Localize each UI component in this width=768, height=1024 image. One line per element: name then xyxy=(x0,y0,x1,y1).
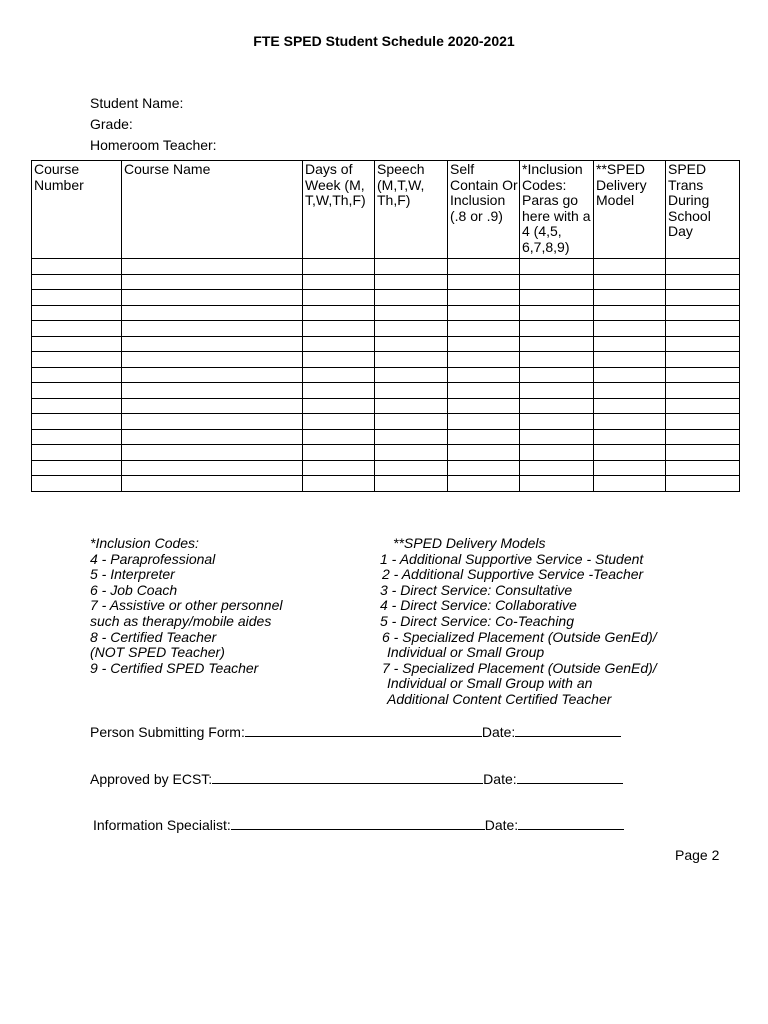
table-cell[interactable] xyxy=(375,336,448,352)
table-cell[interactable] xyxy=(666,290,740,306)
approved-by-row xyxy=(90,770,623,787)
column-header: Self Contain Or Inclusion (.8 or .9) xyxy=(448,161,520,259)
information-specialist-label: Information Specialist: xyxy=(93,817,231,833)
table-cell[interactable] xyxy=(666,336,740,352)
table-cell[interactable] xyxy=(375,445,448,461)
table-cell[interactable] xyxy=(122,429,303,445)
schedule-table xyxy=(31,160,740,492)
table-cell[interactable] xyxy=(666,445,740,461)
table-cell[interactable] xyxy=(448,290,520,306)
table-row xyxy=(32,259,740,275)
table-row xyxy=(32,321,740,337)
table-cell[interactable] xyxy=(32,336,122,352)
legend-line: 7 - Assistive or other personnel xyxy=(90,597,283,614)
table-cell[interactable] xyxy=(122,352,303,368)
table-row xyxy=(32,383,740,399)
table-cell[interactable] xyxy=(303,414,375,430)
table-cell[interactable] xyxy=(666,352,740,368)
date-line[interactable] xyxy=(518,816,624,830)
table-cell[interactable] xyxy=(520,414,594,430)
table-cell[interactable] xyxy=(520,290,594,306)
legend-line: **SPED Delivery Models xyxy=(393,535,546,551)
table-cell[interactable] xyxy=(594,305,666,321)
information-specialist-line[interactable] xyxy=(231,816,485,830)
table-cell[interactable] xyxy=(448,259,520,275)
table-cell[interactable] xyxy=(375,290,448,306)
table-header-row xyxy=(32,161,740,259)
table-cell[interactable] xyxy=(594,429,666,445)
table-cell[interactable] xyxy=(303,259,375,275)
legend-line: 5 - Direct Service: Co-Teaching xyxy=(380,612,575,629)
person-submitting-line[interactable] xyxy=(245,723,482,737)
table-cell[interactable] xyxy=(666,259,740,275)
homeroom-teacher-label: Homeroom Teacher: xyxy=(90,137,217,153)
table-cell[interactable] xyxy=(122,336,303,352)
table-cell[interactable] xyxy=(594,445,666,461)
table-cell[interactable] xyxy=(594,290,666,306)
table-cell[interactable] xyxy=(594,414,666,430)
legend-line: Individual or Small Group with an xyxy=(387,675,593,692)
legend-line: Individual or Small Group xyxy=(387,644,545,661)
table-cell[interactable] xyxy=(666,414,740,430)
table-cell[interactable] xyxy=(122,290,303,306)
table-cell[interactable] xyxy=(448,305,520,321)
table-cell[interactable] xyxy=(32,429,122,445)
table-row xyxy=(32,414,740,430)
table-row xyxy=(32,367,740,383)
table-cell[interactable] xyxy=(32,290,122,306)
table-cell[interactable] xyxy=(520,274,594,290)
table-cell[interactable] xyxy=(666,476,740,492)
table-cell[interactable] xyxy=(303,305,375,321)
table-cell[interactable] xyxy=(122,460,303,476)
table-cell[interactable] xyxy=(32,476,122,492)
table-cell[interactable] xyxy=(32,445,122,461)
table-row xyxy=(32,274,740,290)
person-submitting-row xyxy=(90,723,621,740)
table-cell[interactable] xyxy=(375,414,448,430)
table-cell[interactable] xyxy=(594,352,666,368)
table-cell[interactable] xyxy=(32,398,122,414)
table-cell[interactable] xyxy=(448,352,520,368)
table-cell[interactable] xyxy=(375,274,448,290)
date-line[interactable] xyxy=(517,770,623,784)
table-cell[interactable] xyxy=(520,259,594,275)
date-label: Date: xyxy=(484,817,519,833)
table-cell[interactable] xyxy=(594,367,666,383)
legend-line: 5 - Interpreter xyxy=(90,566,175,583)
table-cell[interactable] xyxy=(448,274,520,290)
legend-line: (NOT SPED Teacher) xyxy=(90,644,225,661)
table-cell[interactable] xyxy=(448,429,520,445)
date-line[interactable] xyxy=(515,723,621,737)
page-number: Page 2 xyxy=(675,847,720,863)
table-cell[interactable] xyxy=(448,367,520,383)
table-cell[interactable] xyxy=(375,476,448,492)
legend-line: 2 - Additional Supportive Service -Teacher xyxy=(382,566,644,583)
table-cell[interactable] xyxy=(32,305,122,321)
table-cell[interactable] xyxy=(32,414,122,430)
table-cell[interactable] xyxy=(520,305,594,321)
table-cell[interactable] xyxy=(448,383,520,399)
table-cell[interactable] xyxy=(594,321,666,337)
table-cell[interactable] xyxy=(666,321,740,337)
table-cell[interactable] xyxy=(303,321,375,337)
table-cell[interactable] xyxy=(303,383,375,399)
table-cell[interactable] xyxy=(122,259,303,275)
table-cell[interactable] xyxy=(448,398,520,414)
table-cell[interactable] xyxy=(375,367,448,383)
table-row xyxy=(32,336,740,352)
table-cell[interactable] xyxy=(448,321,520,337)
table-cell[interactable] xyxy=(122,274,303,290)
table-cell[interactable] xyxy=(303,429,375,445)
table-cell[interactable] xyxy=(303,290,375,306)
table-row xyxy=(32,352,740,368)
table-cell[interactable] xyxy=(122,367,303,383)
table-cell[interactable] xyxy=(520,429,594,445)
column-header: **SPED Delivery Model xyxy=(594,161,666,259)
table-cell[interactable] xyxy=(666,367,740,383)
table-cell[interactable] xyxy=(122,476,303,492)
legend-line: Additional Content Certified Teacher xyxy=(387,690,612,707)
table-cell[interactable] xyxy=(520,336,594,352)
table-cell[interactable] xyxy=(375,429,448,445)
table-cell[interactable] xyxy=(375,321,448,337)
table-cell[interactable] xyxy=(122,305,303,321)
approved-by-line[interactable] xyxy=(212,770,483,784)
table-cell[interactable] xyxy=(303,336,375,352)
table-cell[interactable] xyxy=(448,336,520,352)
table-cell[interactable] xyxy=(32,259,122,275)
legend-line: 1 - Additional Supportive Service - Student xyxy=(380,550,644,567)
grade-label: Grade: xyxy=(90,116,133,132)
table-cell[interactable] xyxy=(666,429,740,445)
table-cell[interactable] xyxy=(666,274,740,290)
table-cell[interactable] xyxy=(594,476,666,492)
table-cell[interactable] xyxy=(594,274,666,290)
date-label: Date: xyxy=(481,724,516,740)
table-cell[interactable] xyxy=(594,383,666,399)
table-cell[interactable] xyxy=(122,383,303,399)
table-cell[interactable] xyxy=(32,367,122,383)
legend-line: 6 - Specialized Placement (Outside GenEd)/ xyxy=(382,628,657,645)
table-cell[interactable] xyxy=(32,352,122,368)
table-cell[interactable] xyxy=(594,336,666,352)
person-submitting-label: Person Submitting Form: xyxy=(90,724,245,740)
date-label: Date: xyxy=(483,771,517,787)
column-header: Course Name xyxy=(122,161,303,259)
table-cell[interactable] xyxy=(32,383,122,399)
table-cell[interactable] xyxy=(122,445,303,461)
table-cell[interactable] xyxy=(122,398,303,414)
legend-line: such as therapy/mobile aides xyxy=(90,612,272,629)
column-header: Days of Week (M, T,W,Th,F) xyxy=(303,161,375,259)
form-title: FTE SPED Student Schedule 2020-2021 xyxy=(253,33,515,49)
table-cell[interactable] xyxy=(520,367,594,383)
table-cell[interactable] xyxy=(375,305,448,321)
table-cell[interactable] xyxy=(375,352,448,368)
table-cell[interactable] xyxy=(375,398,448,414)
information-specialist-row xyxy=(93,816,624,833)
legend-line: 6 - Job Coach xyxy=(90,581,178,598)
table-cell[interactable] xyxy=(375,460,448,476)
table-cell[interactable] xyxy=(520,321,594,337)
legend-line: 4 - Direct Service: Collaborative xyxy=(380,597,577,614)
table-cell[interactable] xyxy=(375,259,448,275)
table-cell[interactable] xyxy=(448,414,520,430)
legend-line: 3 - Direct Service: Consultative xyxy=(380,581,573,598)
table-cell[interactable] xyxy=(666,383,740,399)
legend-line: *Inclusion Codes: xyxy=(90,535,199,551)
table-cell[interactable] xyxy=(594,460,666,476)
table-cell[interactable] xyxy=(448,460,520,476)
table-cell[interactable] xyxy=(448,476,520,492)
table-cell[interactable] xyxy=(303,367,375,383)
table-cell[interactable] xyxy=(32,274,122,290)
table-row xyxy=(32,290,740,306)
column-header: Speech (M,T,W, Th,F) xyxy=(375,161,448,259)
legend-line: 9 - Certified SPED Teacher xyxy=(90,659,259,676)
table-cell[interactable] xyxy=(303,476,375,492)
table-cell[interactable] xyxy=(520,445,594,461)
table-row xyxy=(32,398,740,414)
table-row xyxy=(32,460,740,476)
table-cell[interactable] xyxy=(594,259,666,275)
table-cell[interactable] xyxy=(448,445,520,461)
table-cell[interactable] xyxy=(666,305,740,321)
table-cell[interactable] xyxy=(375,383,448,399)
student-name-label: Student Name: xyxy=(90,95,184,111)
table-cell[interactable] xyxy=(520,476,594,492)
inclusion-codes-legend xyxy=(90,536,282,676)
table-row xyxy=(32,445,740,461)
table-cell[interactable] xyxy=(32,460,122,476)
table-cell[interactable] xyxy=(666,460,740,476)
table-cell[interactable] xyxy=(520,352,594,368)
table-cell[interactable] xyxy=(303,460,375,476)
table-cell[interactable] xyxy=(122,414,303,430)
table-cell[interactable] xyxy=(666,398,740,414)
column-header: Course Number xyxy=(32,161,122,259)
table-row xyxy=(32,476,740,492)
legend-line: 7 - Specialized Placement (Outside GenEd)/ xyxy=(382,659,657,676)
table-row xyxy=(32,429,740,445)
column-header: SPED Trans During School Day xyxy=(666,161,740,259)
legend-line: 8 - Certified Teacher xyxy=(90,628,217,645)
column-header: *Inclusion Codes: Paras go here with a 4 (4,5, 6,7,8,9) xyxy=(520,161,594,259)
table-cell[interactable] xyxy=(303,274,375,290)
legend-line: 4 - Paraprofessional xyxy=(90,550,216,567)
table-cell[interactable] xyxy=(594,398,666,414)
table-row xyxy=(32,305,740,321)
table-cell[interactable] xyxy=(303,445,375,461)
table-cell[interactable] xyxy=(520,383,594,399)
table-cell[interactable] xyxy=(303,352,375,368)
delivery-models-legend xyxy=(366,536,657,708)
table-cell[interactable] xyxy=(520,460,594,476)
table-cell[interactable] xyxy=(520,398,594,414)
table-cell[interactable] xyxy=(122,321,303,337)
table-cell[interactable] xyxy=(32,321,122,337)
table-cell[interactable] xyxy=(303,398,375,414)
approved-by-label: Approved by ECST: xyxy=(90,771,213,787)
